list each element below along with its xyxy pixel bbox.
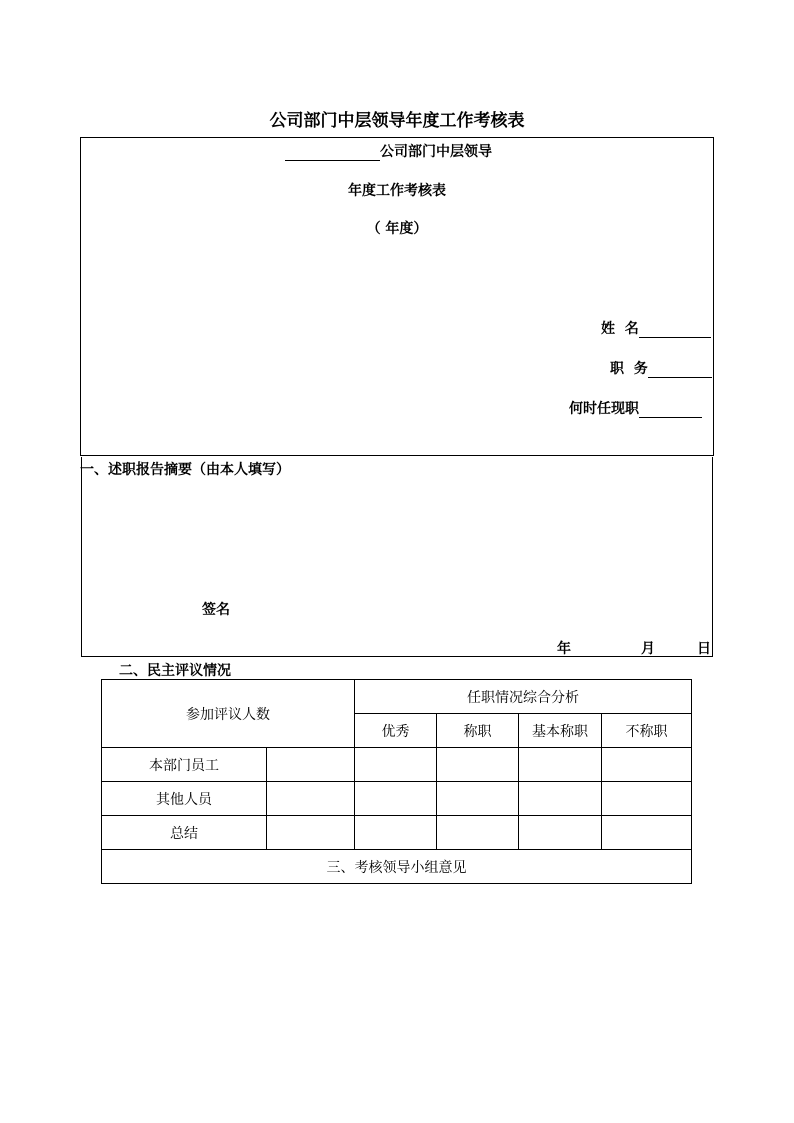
position-label: 职 务 <box>610 361 648 377</box>
cover-subtitle: 年度工作考核表 <box>348 183 446 199</box>
name-label: 姓 名 <box>601 321 639 337</box>
rating-basic-header: 基本称职 <box>519 714 602 748</box>
democratic-review-title: 二、民主评议情况 <box>119 663 231 679</box>
table-row <box>102 748 692 782</box>
name-blank-line[interactable] <box>639 321 711 338</box>
date-day-label: 日 <box>697 641 711 657</box>
competent-cell[interactable] <box>437 748 519 782</box>
count-cell[interactable] <box>267 782 355 816</box>
excellent-cell[interactable] <box>355 816 437 850</box>
appointment-label: 何时任现职 <box>569 401 639 417</box>
incompetent-cell[interactable] <box>602 782 692 816</box>
appointment-blank-line[interactable] <box>639 401 702 418</box>
basic-cell[interactable] <box>519 816 602 850</box>
rating-competent-header: 称职 <box>437 714 519 748</box>
rating-excellent-header: 优秀 <box>355 714 437 748</box>
row-label-summary: 总结 <box>102 816 267 850</box>
table-row <box>102 782 692 816</box>
document-title: 公司部门中层领导年度工作考核表 <box>269 111 525 131</box>
table-row <box>102 816 692 850</box>
row-label-department-staff: 本部门员工 <box>102 748 267 782</box>
company-line-suffix: 公司部门中层领导 <box>380 144 492 160</box>
excellent-cell[interactable] <box>355 782 437 816</box>
cover-year: （ 年度） <box>366 221 428 237</box>
row-label-other-staff: 其他人员 <box>102 782 267 816</box>
signature-label: 签名 <box>202 602 230 618</box>
participants-header: 参加评议人数 <box>102 680 355 748</box>
position-blank-line[interactable] <box>648 361 712 378</box>
excellent-cell[interactable] <box>355 748 437 782</box>
basic-cell[interactable] <box>519 782 602 816</box>
date-month-label: 月 <box>641 641 655 657</box>
democratic-review-table <box>101 679 692 884</box>
rating-incompetent-header: 不称职 <box>602 714 692 748</box>
appointment-row <box>569 398 702 418</box>
incompetent-cell[interactable] <box>602 748 692 782</box>
basic-cell[interactable] <box>519 748 602 782</box>
date-year-label: 年 <box>557 641 571 657</box>
count-cell[interactable] <box>267 748 355 782</box>
competent-cell[interactable] <box>437 782 519 816</box>
analysis-header: 任职情况综合分析 <box>355 680 692 714</box>
position-row <box>610 358 712 378</box>
competent-cell[interactable] <box>437 816 519 850</box>
count-cell[interactable] <box>267 816 355 850</box>
report-summary-title: 一、述职报告摘要（由本人填写） <box>80 462 290 478</box>
report-summary-box[interactable] <box>81 457 713 657</box>
company-department-line <box>285 141 492 161</box>
name-row <box>601 318 711 338</box>
leadership-opinion-title: 三、考核领导小组意见 <box>102 850 692 884</box>
incompetent-cell[interactable] <box>602 816 692 850</box>
company-blank-line <box>285 146 380 161</box>
